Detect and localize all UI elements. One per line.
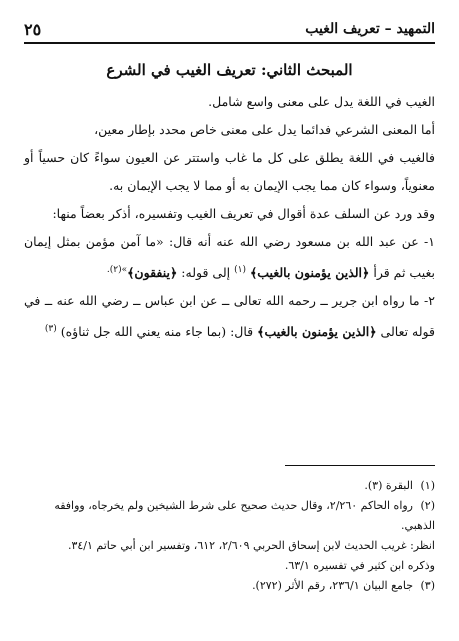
footnote xyxy=(24,496,435,536)
paragraph: وقد ورد عن السلف عدة أقوال في تعريف الغيب وتفسيره، أذكر بعضاً منها: xyxy=(52,206,435,221)
footnote-number: (٣) xyxy=(420,579,435,592)
paragraph: فالغيب في اللغة يطلق على كل ما غاب واستتر عن العيون سواءً كان حسياً أو معنوياً، وسواء كان مما يجب الإيمان به أو مما لا يجب الإيمان به. xyxy=(24,150,435,193)
footnote-text: رواه الحاكم ٢/٢٦٠، وقال حديث صحيح على شرط الشيخين ولم يخرجاه، ووافقه الذهبي. xyxy=(54,499,435,532)
footnote-continuation xyxy=(24,536,435,556)
footnote-number: (٢) xyxy=(420,499,435,512)
list-item-text: إلى قوله: xyxy=(181,265,231,281)
list-item xyxy=(24,287,435,346)
page-number: ٢٥ xyxy=(24,19,42,39)
main-text xyxy=(24,58,435,346)
quran-verse: ﴿ينفقون﴾ xyxy=(127,265,178,281)
footnotes xyxy=(24,476,435,596)
footnote-continuation xyxy=(24,556,435,576)
footnote-ref: (٣) xyxy=(44,324,57,335)
footnote-text: جامع البيان ٢٣٦/١، رقم الأثر (٢٧٢). xyxy=(252,579,413,592)
footnote-separator xyxy=(285,465,435,466)
list-item-text: قال: (بما جاء منه يعني الله جل ثناؤه) xyxy=(60,324,254,340)
section-heading: المبحث الثاني: تعريف الغيب في الشرع xyxy=(106,61,353,79)
paragraph: أما المعنى الشرعي فدائما يدل على معنى خاص محدد بإطار معين، xyxy=(94,122,435,137)
paragraph: الغيب في اللغة يدل على معنى واسع شامل. xyxy=(208,94,435,109)
footnote-text: انظر: غريب الحديث لابن إسحاق الحربي ٢/٦٠٩، ٦١٢، وتفسير ابن أبي حاتم ٣٤/١. xyxy=(67,539,435,552)
list-item-text: ٢- ما رواه ابن جرير ــ رحمه الله تعالى ــ عن ابن عباس ــ رضي الله عنه ــ في قوله تعالى xyxy=(24,293,435,340)
quran-verse: ﴿الذين يؤمنون بالغيب﴾ xyxy=(257,324,377,340)
footnote-ref: »(٢). xyxy=(106,265,128,275)
list-item xyxy=(24,228,435,287)
footnote-text: البقرة (٣). xyxy=(364,479,413,492)
footnote-ref: (١) xyxy=(234,265,246,275)
footnote xyxy=(24,476,435,496)
footnote xyxy=(24,576,435,596)
list-item-text: ١- عن عبد الله بن مسعود رضي الله عنه أنه قال: «ما آمن مؤمن بمثل إيمان بغيب ثم قرأ xyxy=(24,234,435,281)
footnote-text: وذكره ابن كثير في تفسيره ٦٣/١. xyxy=(284,559,435,572)
running-header xyxy=(24,16,435,44)
footnote-number: (١) xyxy=(420,479,435,492)
quran-verse: ﴿الذين يؤمنون بالغيب﴾ xyxy=(249,265,370,281)
running-header-title: التمهيد – تعريف الغيب xyxy=(305,21,435,37)
